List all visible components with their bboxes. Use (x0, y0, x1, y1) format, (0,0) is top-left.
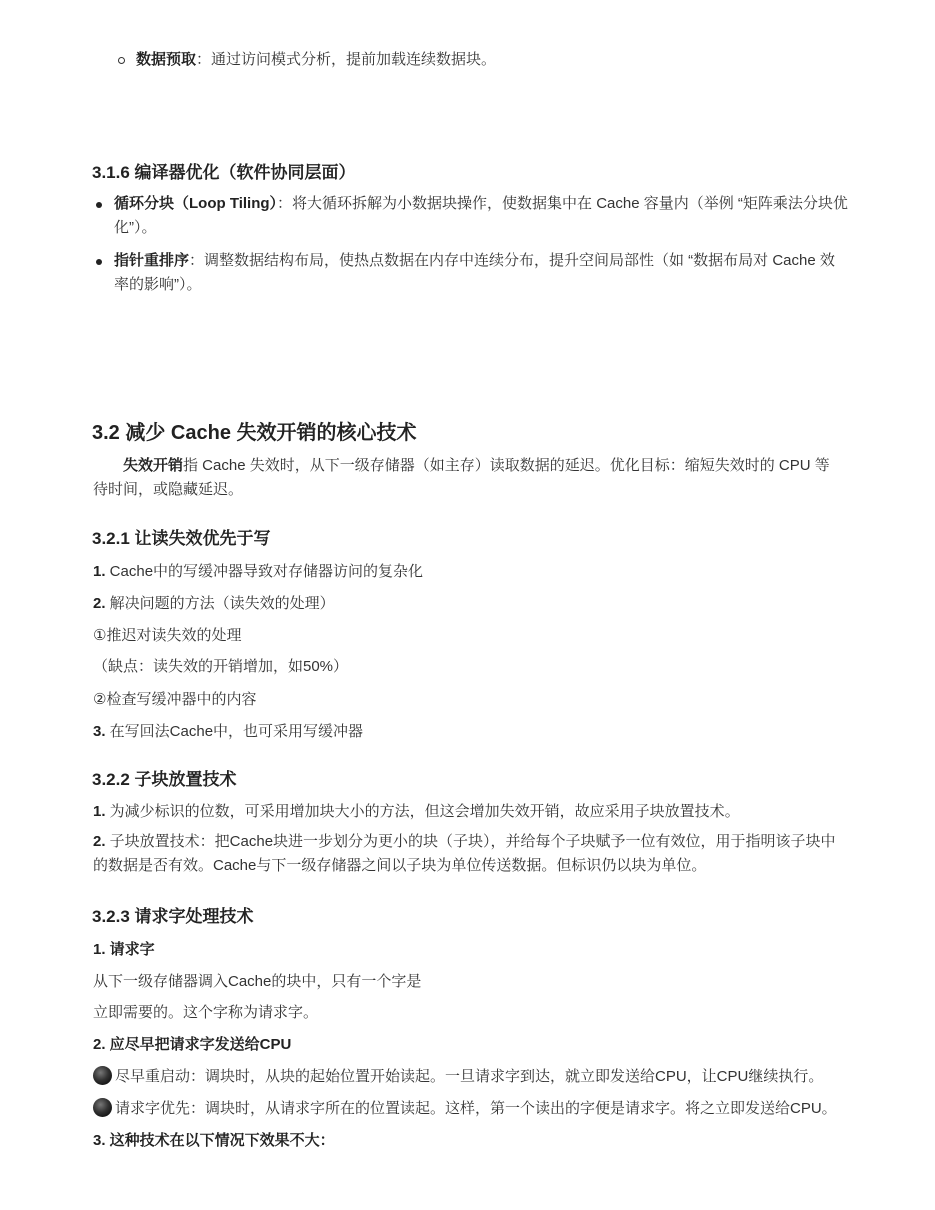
list-item-term: 循环分块（Loop Tiling） (114, 195, 278, 212)
item-number: 1. (93, 803, 106, 820)
item-number: 1. (93, 563, 106, 580)
line-text: ①推迟对读失效的处理 (93, 627, 242, 644)
list-item-text: ：通过访问模式分析，提前加载连续数据块。 (196, 51, 497, 68)
line-text: 子块放置技术：把Cache块进一步划分为更小的块（子块），并给每个子块赋予一位有效位，用于指明该子块中的数据是否有效。Cache与下一级存储器之间以子块为单位传送数据。但标识仍以块为单位。 (93, 833, 836, 874)
line-text: 在写回法Cache中，也可采用写缓冲器 (105, 723, 364, 740)
ball-bullet-icon (93, 1066, 112, 1085)
text-line (93, 802, 740, 821)
paragraph (93, 830, 838, 878)
intro-text: 指 Cache 失效时，从下一级存储器（如主存）读取数据的延迟。优化目标：缩短失效时的 CPU 等待时间，或隐藏延迟。 (93, 457, 830, 498)
section-heading: 3.2.1 让读失效优先于写 (92, 529, 271, 548)
hollow-bullet-icon (118, 57, 125, 64)
line-text: 请求字优先：调块时，从请求字所在的位置读起。这样，第一个读出的字便是请求字。将之立即发送给CPU。 (115, 1100, 837, 1117)
intro-term: 失效开销 (123, 457, 184, 474)
section-heading: 3.2.2 子块放置技术 (92, 770, 237, 789)
list-item-term: 指针重排序 (114, 252, 190, 269)
line-text: （缺点：读失效的开销增加，如50%） (93, 658, 349, 675)
list-item (114, 192, 849, 240)
text-line (93, 657, 348, 676)
text-line: 从下一级存储器调入Cache的块中，只有一个字是 (93, 973, 422, 990)
subheading: 3. 这种技术在以下情况下效果不大： (93, 1132, 335, 1149)
bullet-icon (96, 202, 102, 208)
item-number: 3. (93, 723, 106, 740)
ball-bullet-line (93, 1098, 837, 1118)
subheading: 1. 请求字 (93, 941, 155, 958)
text-line (93, 562, 423, 581)
ball-bullet-icon (93, 1098, 112, 1117)
text-line (93, 626, 241, 645)
list-item-text: ：调整数据结构布局，使热点数据在内存中连续分布，提升空间局部性（如 “数据布局对 Cache 效率的影响”）。 (114, 252, 835, 293)
line-text: 为减少标识的位数，可采用增加块大小的方法，但这会增加失效开销，故应采用子块放置技术。 (105, 803, 740, 820)
item-number: 2. (93, 833, 106, 850)
section-heading: 3.2 减少 Cache 失效开销的核心技术 (92, 422, 417, 444)
text-line (93, 690, 256, 709)
list-item-text: ：将大循环拆解为小数据块操作，使数据集中在 Cache 容量内（举例 “矩阵乘法分块优化”）。 (114, 195, 848, 236)
list-item-term: 数据预取 (136, 51, 197, 68)
section-heading: 3.2.3 请求字处理技术 (92, 907, 254, 926)
list-item (136, 48, 871, 72)
item-number: 2. (93, 595, 106, 612)
subheading: 2. 应尽早把请求字发送给CPU (93, 1036, 292, 1053)
line-text: ②检查写缓冲器中的内容 (93, 691, 257, 708)
text-line: 立即需要的。这个字称为请求字。 (93, 1004, 319, 1021)
line-text: Cache中的写缓冲器导致对存储器访问的复杂化 (105, 563, 424, 580)
intro-paragraph (93, 454, 838, 502)
bullet-icon (96, 259, 102, 265)
ball-bullet-line (93, 1066, 823, 1086)
line-text: 尽早重启动：调块时，从块的起始位置开始读起。一旦请求字到达，就立即发送给CPU，让CPU继续执行。 (115, 1068, 824, 1085)
text-line (93, 594, 335, 613)
line-text: 解决问题的方法（读失效的处理） (105, 595, 335, 612)
section-heading: 3.1.6 编译器优化（软件协同层面） (92, 163, 356, 182)
list-item (114, 249, 849, 297)
text-line (93, 722, 363, 741)
